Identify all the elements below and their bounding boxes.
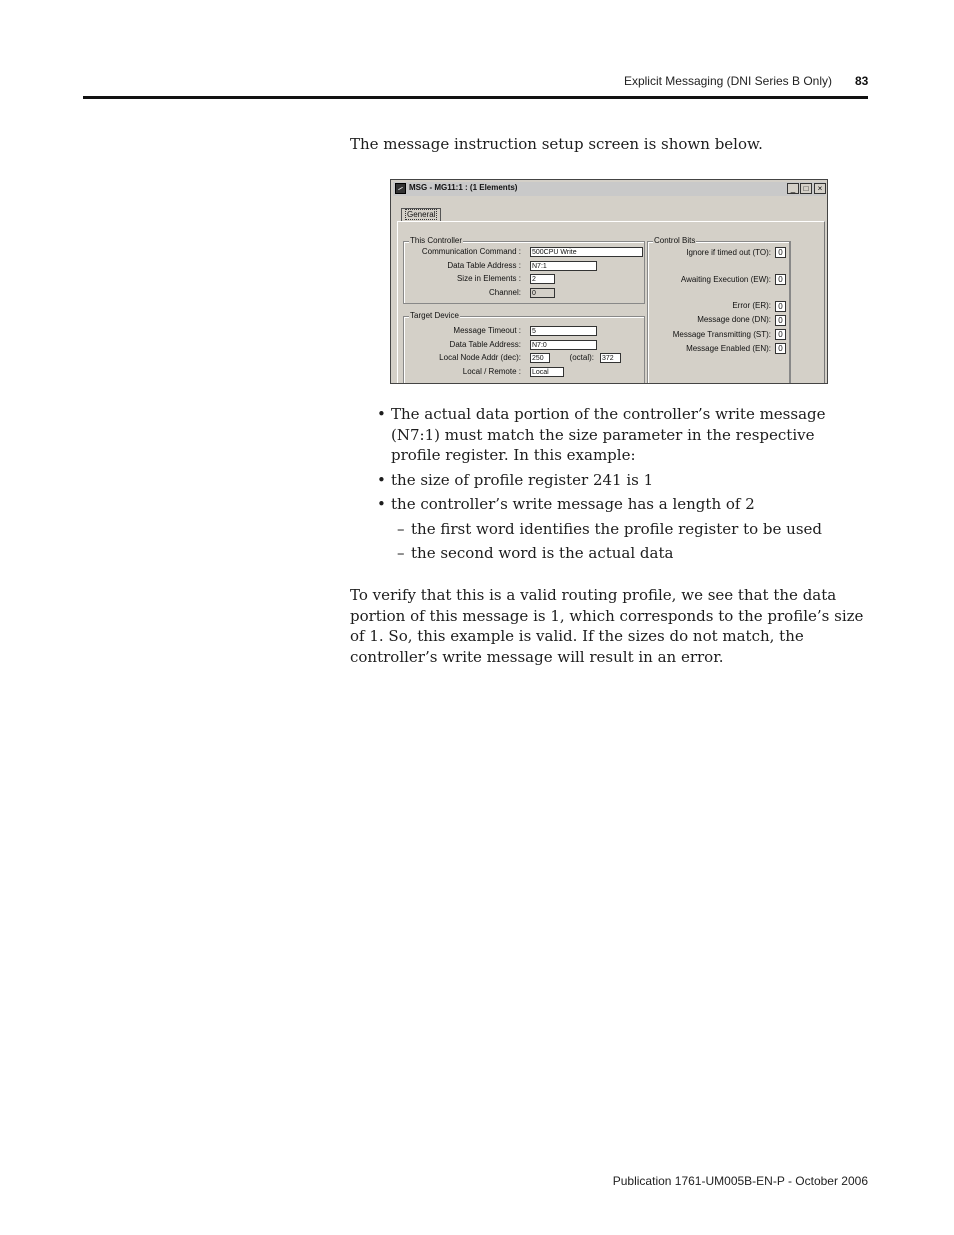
this-controller-legend: This Controller	[410, 236, 463, 245]
control-bit-value[interactable]: 0	[775, 274, 786, 285]
control-bit-value[interactable]: 0	[775, 329, 786, 340]
target-data-table-address-label: Data Table Address:	[449, 340, 521, 349]
intro-paragraph: The message instruction setup screen is shown below.	[350, 135, 763, 153]
size-in-elements-field[interactable]: 2	[530, 274, 555, 284]
channel-label: Channel:	[488, 288, 521, 297]
maximize-button[interactable]: □	[800, 183, 812, 194]
sub-list-item: – the first word identifies the profile register to be used	[397, 519, 823, 538]
bullet-text: the size of profile register 241 is 1	[391, 470, 654, 489]
tab-general[interactable]	[401, 208, 441, 222]
data-table-address-field[interactable]: N7:1	[530, 261, 597, 271]
octal-field[interactable]: 372	[600, 353, 621, 363]
tab-general-label: General	[407, 210, 436, 219]
data-table-address-label: Data Table Address :	[447, 261, 521, 270]
bullet-text: the controller’s write message has a length of 2	[391, 495, 755, 513]
size-in-elements-label: Size in Elements :	[456, 274, 521, 283]
communication-command-field[interactable]: 500CPU Write	[530, 247, 643, 257]
local-remote-field[interactable]: Local	[530, 367, 564, 377]
control-bit-label: Message Enabled (EN):	[686, 344, 771, 353]
local-remote-label: Local / Remote :	[462, 367, 521, 376]
dialog-titlebar	[393, 182, 825, 196]
header-rule	[83, 96, 868, 99]
target-data-table-address-field[interactable]: N7:0	[530, 340, 597, 350]
channel-field[interactable]: 0	[530, 288, 555, 298]
dialog-title: MSG - MG11:1 : (1 Elements)	[409, 183, 518, 192]
control-bit-value[interactable]: 0	[775, 315, 786, 326]
control-bit-label: Message done (DN):	[697, 315, 771, 324]
control-bits-legend: Control Bits	[654, 236, 696, 245]
control-bit-value[interactable]: 0	[775, 247, 786, 258]
octal-label: (octal):	[569, 353, 594, 362]
control-bit-label: Error (ER):	[732, 301, 771, 310]
control-bit-label: Message Transmitting (ST):	[672, 330, 771, 339]
bullet-list	[376, 404, 868, 568]
control-bits-group	[647, 236, 791, 384]
target-device-legend: Target Device	[410, 311, 459, 320]
publication-footer: Publication 1761-UM005B-EN-P - October 2006	[612, 1174, 868, 1188]
local-node-addr-field[interactable]: 250	[530, 353, 550, 363]
list-item: • The actual data portion of the controller’s write message (N7:1) must match the size parameter in the respective profile register. In this example:	[377, 405, 826, 464]
minimize-button[interactable]: _	[787, 183, 799, 194]
app-icon	[395, 183, 406, 194]
list-item: • the size of profile register 241 is 1	[377, 470, 654, 489]
control-bit-value[interactable]: 0	[775, 343, 786, 354]
message-timeout-field[interactable]: 5	[530, 326, 597, 336]
control-bit-label: Ignore if timed out (TO):	[686, 248, 771, 257]
page-header	[0, 70, 954, 100]
msg-dialog-screenshot	[390, 179, 828, 384]
message-timeout-label: Message Timeout :	[453, 326, 521, 335]
local-node-addr-label: Local Node Addr (dec):	[439, 353, 521, 362]
sub-bullet-text: the first word identifies the profile register to be used	[411, 519, 823, 538]
list-item: • the controller’s write message has a length of 2	[377, 495, 755, 513]
dialog-right-pane	[789, 241, 823, 384]
close-button[interactable]: ×	[814, 183, 826, 194]
closing-paragraph: To verify that this is a valid routing profile, we see that the data portion of this message is 1, which corresponds to the profile’s size of 1. So, this example is valid. If the sizes do not match, the controller’s write message will result in an error.	[350, 586, 864, 666]
header-title: Explicit Messaging (DNI Series B Only)	[623, 74, 832, 88]
control-bit-value[interactable]: 0	[775, 301, 786, 312]
sub-list-item: – the second word is the actual data	[397, 544, 674, 562]
communication-command-label: Communication Command :	[421, 247, 521, 256]
target-device-group	[403, 311, 645, 384]
bullet-text: The actual data portion of the controller’s write message (N7:1) must match the size parameter in the respective profile register. In this example:	[391, 405, 826, 464]
control-bit-label: Awaiting Execution (EW):	[680, 275, 771, 284]
page-number: 83	[855, 74, 869, 88]
sub-bullet-text: the second word is the actual data	[411, 544, 674, 562]
